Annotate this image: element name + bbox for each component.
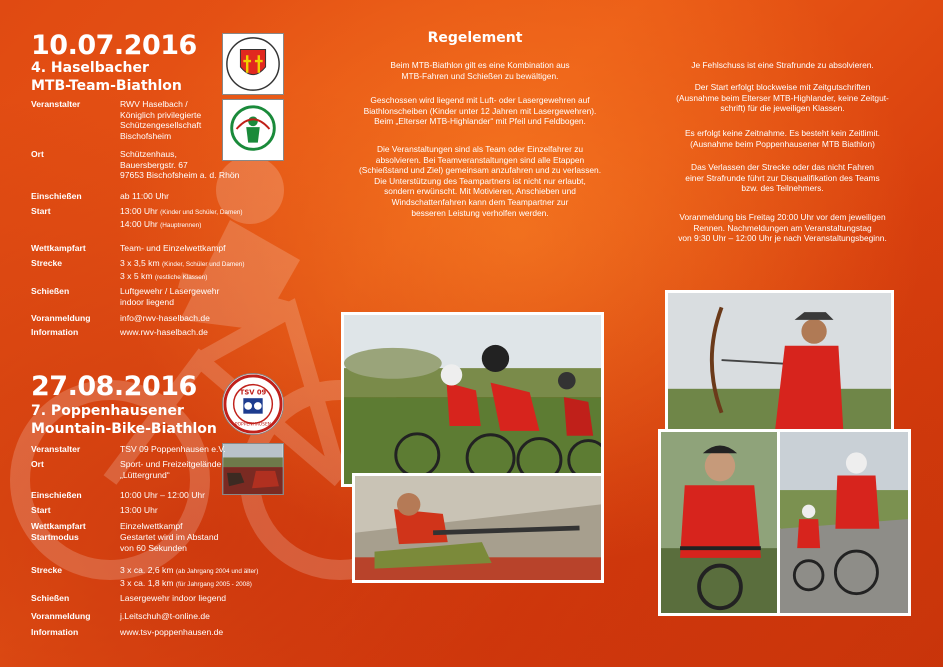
detail-label: Veranstalter: [31, 444, 81, 454]
regelement-heading: Regelement: [427, 30, 523, 46]
detail-label: Wettkampfart: [31, 243, 86, 253]
photo-cyclist-closeup: [658, 429, 781, 616]
detail-value: Schützenhaus, Bauersbergstr. 67 97653 Bischofsheim a. d. Rhön: [120, 149, 240, 181]
detail-label: Startmodus: [31, 532, 79, 542]
detail-value: TSV 09 Poppenhausen e.V.: [120, 444, 226, 454]
event2-title: 7. Poppenhausener Mountain-Bike-Biathlon: [31, 403, 217, 437]
detail-value: 13:00 Uhr: [120, 505, 158, 515]
regelement-paragraph: Das Verlassen der Strecke oder das nicht Fahren einer Strafrunde führt zur Disqualifikation des Teams bzw. des Teilnehmers.: [685, 162, 880, 194]
photo-child-shooting: [352, 473, 604, 583]
event1-date: 10.07.2016: [31, 30, 197, 61]
detail-value: 3 x 3,5 km (Kinder, Schüler und Damen) 3 x 5 km (restliche Klassen): [120, 258, 245, 281]
regelement-paragraph: Geschossen wird liegend mit Luft- oder Lasergewehren auf Biathlonscheiben (Kinder unter 12 Jahren mit Lasergewehren). Beim „Elterser MTB-Highlander“ mit Pfeil und Feldbogen.: [363, 95, 597, 127]
detail-value: Lasergewehr indoor liegend: [120, 593, 227, 603]
regelement-paragraph: Die Veranstaltungen sind als Team oder Einzelfahrer zu absolvieren. Bei Teamveranstaltungen sind alle Etappen (Schießstand und Ziel) gemeinsam anzufahren und zu verlassen. Die Unterstützung des Teampartners ist nicht nur erlaubt, sondern erwünscht. Mit Motivieren, Anschieben und Windschattenfahren kann dem Teampartner zur besseren Leistung verholfen werden.: [358, 144, 602, 218]
svg-text:TSV 09: TSV 09: [239, 388, 267, 397]
detail-label: Strecke: [31, 565, 63, 575]
photo-archer: [665, 290, 894, 433]
detail-label: Strecke: [31, 258, 63, 268]
detail-label: Information: [31, 327, 79, 337]
detail-value: 3 x ca. 2,6 km (ab Jahrgang 2004 und älter) 3 x ca. 1,8 km (für Jahrgang 2005 - 2008): [120, 565, 259, 588]
tsv-poppenhausen-crest: [222, 373, 284, 435]
detail-label: Ort: [31, 149, 44, 159]
detail-label: Schießen: [31, 286, 70, 296]
detail-value: j.Leitschuh@t-online.de: [120, 611, 210, 621]
detail-value: www.rwv-haselbach.de: [120, 327, 208, 337]
event2-date: 27.08.2016: [31, 371, 197, 402]
detail-label: Information: [31, 627, 79, 637]
detail-label: Voranmeldung: [31, 611, 91, 621]
detail-label: Wettkampfart: [31, 521, 86, 531]
svg-text:POPPENHAUSEN: POPPENHAUSEN: [234, 422, 272, 428]
photo-two-cyclists-road: [777, 429, 911, 616]
detail-value: Sport- und Freizeitgelände „Lüttergrund“: [120, 459, 222, 480]
detail-value: Team- und Einzelwettkampf: [120, 243, 226, 253]
detail-label: Ort: [31, 459, 44, 469]
detail-value: 13:00 Uhr (Kinder und Schüler, Damen) 14:00 Uhr (Hauptrennen): [120, 206, 243, 229]
photo-cyclists-race: [341, 312, 604, 487]
regelement-paragraph: Voranmeldung bis Freitag 20:00 Uhr vor dem jeweiligen Rennen. Nachmeldungen am Veranstaltungstag von 9:30 Uhr – 12:00 Uhr je nach Veranstaltungsbeginn.: [678, 212, 887, 244]
event1-title: 4. Haselbacher MTB-Team-Biathlon: [31, 60, 182, 94]
detail-value: 10:00 Uhr – 12:00 Uhr: [120, 490, 206, 500]
regelement-paragraph: Beim MTB-Biathlon gilt es eine Kombination aus MTB-Fahren und Schießen zu bewältigen.: [390, 60, 570, 81]
detail-label: Veranstalter: [31, 99, 81, 109]
regelement-paragraph: Der Start erfolgt blockweise mit Zeitgutschriften (Ausnahme beim Elterser MTB-Highlander, keine Zeitgut- schrift) für die jeweiligen Klassen.: [676, 82, 889, 114]
detail-value: www.tsv-poppenhausen.de: [120, 627, 224, 637]
detail-label: Start: [31, 505, 51, 515]
detail-label: Start: [31, 206, 51, 216]
detail-value: Einzelwettkampf: [120, 521, 183, 531]
detail-value: info@rwv-haselbach.de: [120, 313, 210, 323]
detail-label: Voranmeldung: [31, 313, 91, 323]
regelement-paragraph: Es erfolgt keine Zeitnahme. Es besteht kein Zeitlimit. (Ausnahme beim Poppenhausener MTB Biathlon): [684, 128, 881, 149]
detail-label: Einschießen: [31, 490, 82, 500]
detail-label: Einschießen: [31, 191, 82, 201]
rwv-haselbach-crest: [222, 33, 284, 95]
regelement-paragraph: Je Fehlschuss ist eine Strafrunde zu absolvieren.: [691, 60, 874, 70]
detail-value: Gestartet wird im Abstand von 60 Sekunden: [120, 532, 219, 553]
detail-value: Luftgewehr / Lasergewehr indoor liegend: [120, 286, 220, 307]
detail-label: Schießen: [31, 593, 70, 603]
detail-value: ab 11:00 Uhr: [120, 191, 170, 201]
detail-value: RWV Haselbach / Königlich privilegierte Schützengesellschaft Bischofsheim: [120, 99, 202, 141]
